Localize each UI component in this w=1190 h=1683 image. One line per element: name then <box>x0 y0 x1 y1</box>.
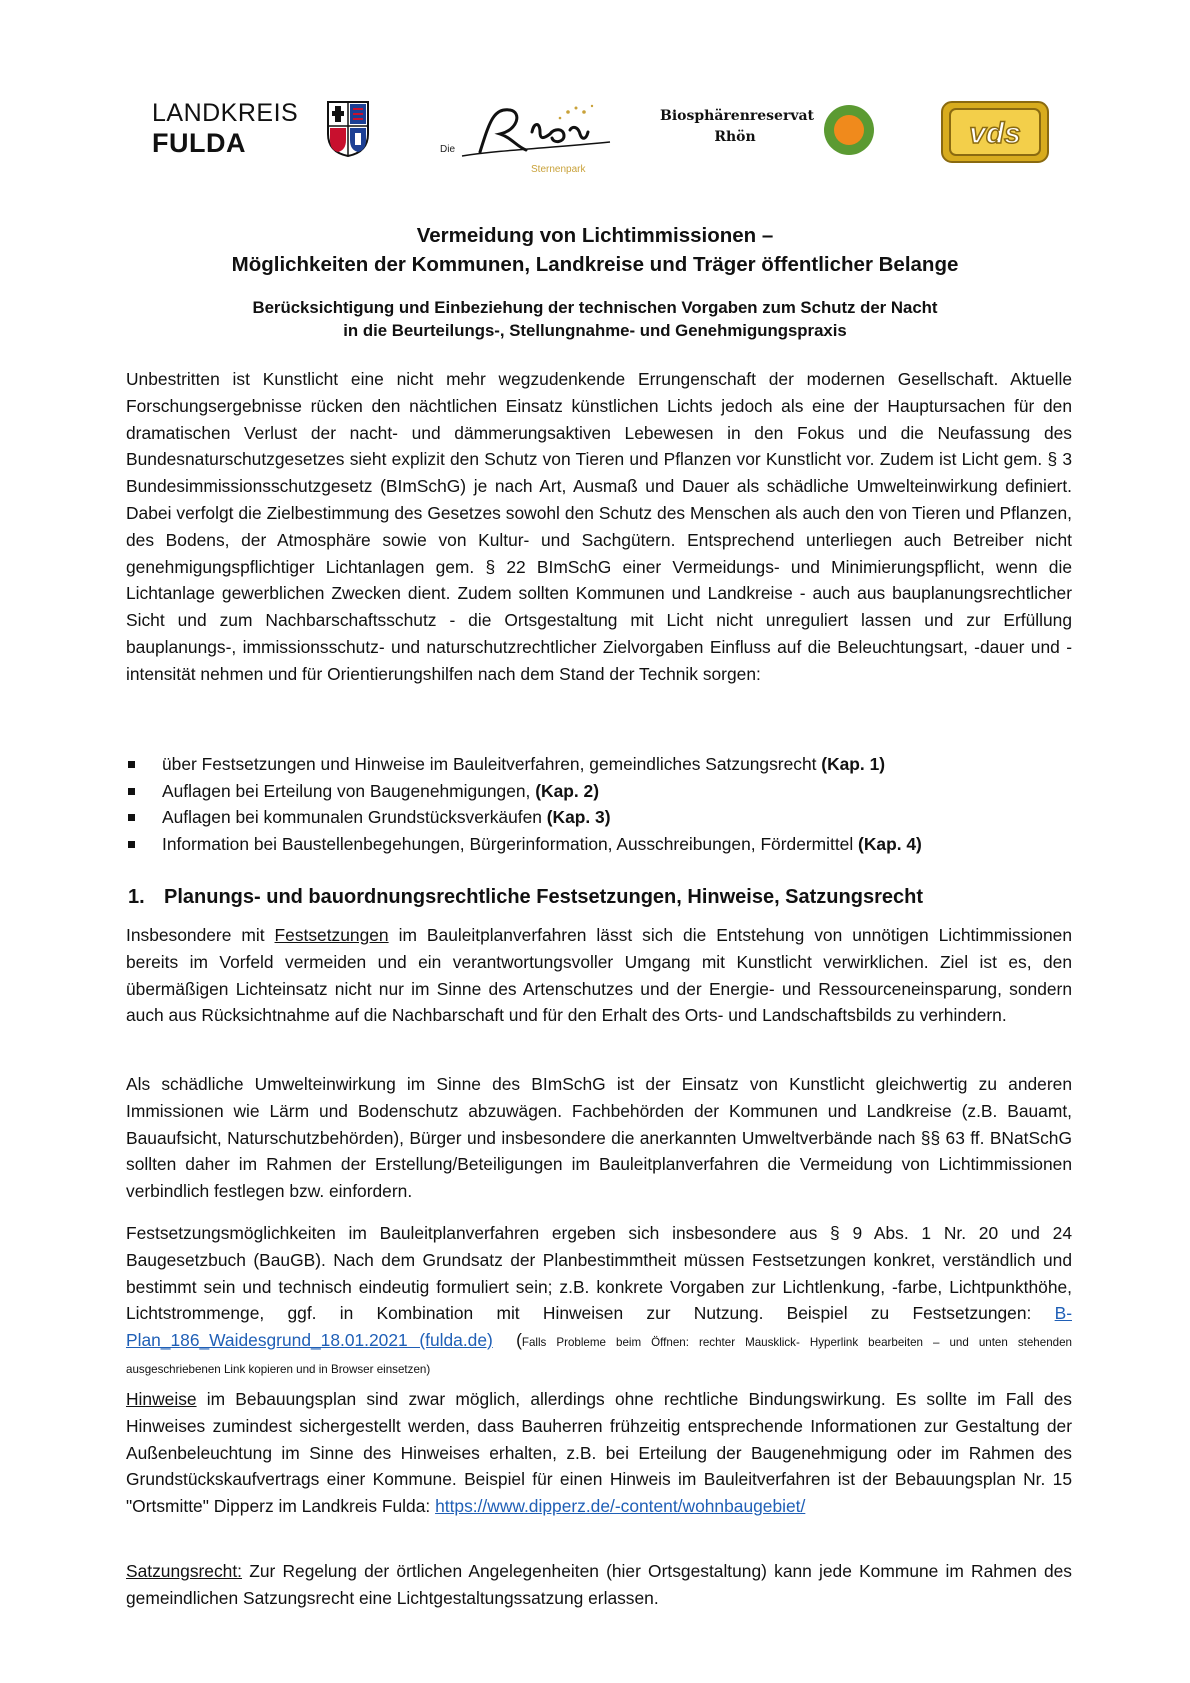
document-subtitle <box>120 296 1070 342</box>
chapter-list <box>126 751 1072 857</box>
vds-badge-icon <box>940 100 1050 164</box>
hinweise-term: Hinweise <box>126 1389 197 1409</box>
biosphaerenreservat-logo <box>660 104 880 164</box>
dipperz-link[interactable]: https://www.dipperz.de/-content/wohnbaugebiet/ <box>435 1496 806 1517</box>
festsetzungen-paragraph: Insbesondere mit Festsetzungen im Bauleitplanverfahren lässt sich die Entstehung von unnötigen Lichtimmissionen bereits im Vorfeld vermeiden und ein verantwortungsvoller Umgang mit Kunstlicht verwirklichen. Ziel ist es, den übermäßigen Lichteinsatz nicht nur im Sinne des Artenschutzes und der Energie- und Ressourceneinsparung, sondern auch aus Rücksichtnahme auf die Nachbarschaft und für den Erhalt des Orts- und Landschaftsbilds zu verhindern. <box>126 925 1072 1026</box>
list-item: Auflagen bei kommunalen Grundstücksverkäufen (Kap. 3) <box>126 804 1072 831</box>
title-line-1: Vermeidung von Lichtimmissionen – <box>416 224 774 247</box>
list-item: über Festsetzungen und Hinweise im Bauleitverfahren, gemeindliches Satzungsrecht (Kap. 1) <box>126 751 1072 778</box>
document-title <box>120 221 1070 279</box>
festsetzungen-term: Festsetzungen <box>274 925 389 945</box>
section-1-heading <box>128 883 923 911</box>
logo-row <box>0 92 1190 182</box>
satzungsrecht-paragraph: Satzungsrecht: Zur Regelung der örtlichen Angelegenheiten (hier Ortsgestaltung) kann jede Kommune im Rahmen des gemeindlichen Satzungsrecht eine Lichtgestaltungssatzung erlassen. <box>126 1561 1072 1608</box>
landkreis-fulda-logo <box>152 98 372 168</box>
satzungsrecht-term: Satzungsrecht: <box>126 1561 243 1581</box>
intro-paragraph: Unbestritten ist Kunstlicht eine nicht mehr wegzudenkende Errungenschaft der modernen Gesellschaft. Aktuelle Forschungsergebnisse rücken den nächtlichen Einsatz künstlichen Lichts jedoch als eine der Hauptursachen für den dramatischen Verlust der nacht- und dämmerungsaktiven Lebewesen in den Fokus und die Neufassung des Bundesnaturschutzgesetzes sieht explizit den Schutz von Tieren und Pflanzen vor Kunstlicht vor. Zudem ist Licht gem. § 3 Bundesimmissionsschutzgesetz (BImSchG) je nach Art, Ausmaß und Dauer als schädliche Umwelteinwirkung definiert. Dabei verfolgt die Zielbestimmung des Gesetzes sowohl den Schutz des Menschen als auch den von Tieren und Pflanzen, des Bodens, der Atmosphäre sowie von Kultur- und Sachgütern. Entsprechend unterliegen auch Betreiber nicht genehmigungspflichtiger Lichtanlagen gem. § 22 BImSchG einer Vermeidungs- und Minimierungspflicht, wenn die Lichtanlage gewerblichen Zwecken dient. Zudem sollten Kommunen und Landkreise - auch aus bauplanungsrechtlicher Sicht und zum Nachbarschaftsschutz - die Ortsgestaltung mit Licht nicht unreguliert lassen und zur Erfüllung bauplanungs-, immissionsschutz- und naturschutzrechtlicher Zielvorgaben Einfluss auf die Beleuchtungsart, -dauer und -intensität nehmen und für Orientierungshilfen nach dem Stand der Technik sorgen: <box>126 369 1072 684</box>
title-line-2: Möglichkeiten der Kommunen, Landkreise und Träger öffentlicher Belange <box>231 253 959 276</box>
subtitle-line-2: in die Beurteilungs-, Stellungnahme- und Genehmigungspraxis <box>343 321 847 340</box>
fulda-label: FULDA <box>152 128 246 158</box>
link-hint-note: Falls Probleme beim Öffnen: rechter Mausklick- Hyperlink bearbeiten – und unten stehenden ausgeschriebenen Link kopieren und in Browser einsetzen) <box>126 1336 1072 1376</box>
sternenpark-label: Sternenpark <box>531 164 586 175</box>
festsetzungsmoeglichkeiten-paragraph: Festsetzungsmöglichkeiten im Bauleitplanverfahren ergeben sich insbesondere aus § 9 Abs. 1 Nr. 20 und 24 Baugesetzbuch (BauGB). Nach dem Grundsatz der Planbestimmtheit müssen Festsetzungen konkret, verständlich und bestimmt sein und technisch eindeutig formuliert sein; z.B. konkrete Vorgaben zur Lichtlenkung, -farbe, Lichtpunkthöhe, Lichtstrommenge, ggf. in Kombination mit Hinweisen zur Nutzung. Beispiel zu Festsetzungen: B-Plan_186_Waidesgrund_18.01.2021 (fulda.de) (Falls Probleme beim Öffnen: rechter Mausklick- Hyperlink bearbeiten – und unten stehenden ausgeschriebenen Link kopieren und in Browser einsetzen) <box>126 1223 1072 1376</box>
subtitle-line-1: Berücksichtigung und Einbeziehung der technischen Vorgaben zum Schutz der Nacht <box>252 298 938 317</box>
section-number: 1. <box>128 886 145 908</box>
section-title: Planungs- und bauordnungsrechtliche Festsetzungen, Hinweise, Satzungsrecht <box>164 886 923 908</box>
svg-text:vds: vds <box>969 117 1021 150</box>
vds-logo <box>940 100 1050 164</box>
list-item: Information bei Baustellenbegehungen, Bürgerinformation, Ausschreibungen, Fördermittel (Kap. 4) <box>126 831 1072 858</box>
rhoen-script-icon <box>460 100 630 166</box>
biosphere-region-label: Rhön <box>714 129 756 145</box>
landkreis-label: LANDKREIS <box>152 99 299 127</box>
umwelteinwirkung-paragraph: Als schädliche Umwelteinwirkung im Sinne des BImSchG ist der Einsatz von Kunstlicht gleichwertig zu anderen Immissionen wie Lärm und Bodenschutz abzuwägen. Fachbehörden der Kommunen und Landkreise (z.B. Bauamt, Bauaufsicht, Naturschutzbehörden), Bürger und insbesondere die anerkannten Umweltverbände nach §§ 63 ff. BNatSchG sollten daher im Rahmen der Erstellung/Beteiligungen im Bauleitplanverfahren die Vermeidung von Lichtimmissionen verbindlich festlegen bzw. einfordern. <box>126 1074 1072 1202</box>
rhoen-prefix: Die <box>440 144 456 155</box>
biosphere-circle-icon <box>823 104 875 156</box>
list-item: Auflagen bei Erteilung von Baugenehmigungen, (Kap. 2) <box>126 778 1072 805</box>
coat-of-arms-icon <box>326 100 370 158</box>
rhoen-sternenpark-logo <box>440 100 610 180</box>
biosphere-label: Biosphärenreservat <box>660 108 814 124</box>
hinweise-paragraph: Hinweise im Bebauungsplan sind zwar möglich, allerdings ohne rechtliche Bindungswirkung. Es sollte im Fall des Hinweises zumindest sichergestellt werden, dass Bauherren frühzeitig entsprechende Informationen zur Gestaltung der Außenbeleuchtung im Sinne des Hinweises erhalten, z.B. bei Erteilung der Baugenehmigung oder im Rahmen des Grundstückskaufvertrags einer Kommune. Beispiel für einen Hinweis im Bauleitverfahren ist der Bebauungsplan Nr. 15 "Ortsmitte" Dipperz im Landkreis Fulda: https://www.dipperz.de/-content/wohnbaugebiet/ <box>126 1389 1072 1517</box>
b-plan-186-link[interactable]: B-Plan_186_Waidesgrund_18.01.2021 (fulda.de) <box>126 1303 1072 1351</box>
